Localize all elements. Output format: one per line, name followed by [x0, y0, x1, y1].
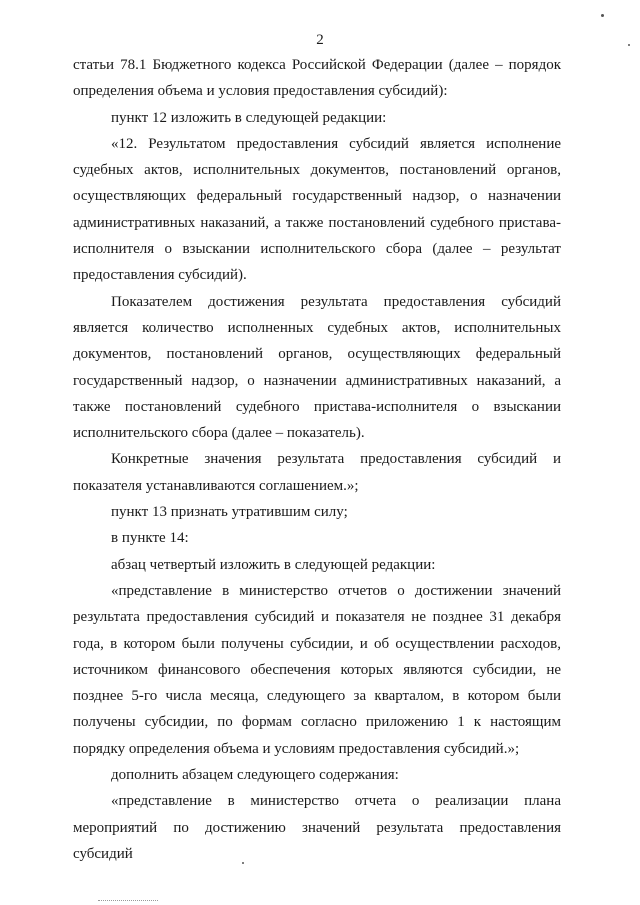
scan-speck [242, 862, 244, 864]
scan-speck [601, 14, 604, 17]
scan-speck [628, 44, 630, 46]
paragraph-3: «12. Результатом предоставления субсидий является исполнение судебных актов, исполнительных документов, постановлений органов, осуществляющих федеральный государственный надзор, о назначении административных наказаний, а также постановлений судебного пристава-исполнителя о взыскании исполнительского сбора (далее – результат предоставления субсидий). [73, 135, 561, 284]
paragraph-11: «представление в министерство отчета о реализации плана мероприятий по достижению значений результата предоставления субсидий [73, 793, 561, 862]
document-body [73, 52, 561, 867]
paragraph-1: статьи 78.1 Бюджетного кодекса Российской Федерации (далее – порядок определения объема и условия предоставления субсидий): [73, 57, 561, 100]
paragraph-7: в пункте 14: [111, 530, 189, 547]
scan-edge-mark [98, 900, 158, 902]
paragraph-2: пункт 12 изложить в следующей редакции: [111, 109, 387, 126]
page-number: 2 [316, 32, 324, 48]
paragraph-5: Конкретные значения результата предоставления субсидий и показателя устанавливаются соглашением.»; [73, 451, 561, 494]
paragraph-8: абзац четвертый изложить в следующей редакции: [111, 556, 436, 573]
paragraph-4: Показателем достижения результата предоставления субсидий является количество исполненных судебных актов, исполнительных документов, постановлений органов, осуществляющих федеральный государственный надзор, о назначении административных наказаний, а также постановлений судебного пристава-исполнителя о взыскании исполнительского сбора (далее – показатель). [73, 293, 561, 442]
paragraph-9: «представление в министерство отчетов о достижении значений результата предоставления субсидий и показателя не позднее 31 декабря года, в котором были получены субсидии, и об осуществлении расходов, источником финансового обеспечения которых являются субсидии, не позднее 5-го числа месяца, следующего за кварталом, в котором были получены субсидии, по формам согласно приложению 1 к настоящим порядку определения объема и условиям предоставления субсидий.»; [73, 582, 561, 757]
paragraph-6: пункт 13 признать утратившим силу; [111, 504, 348, 521]
paragraph-10: дополнить абзацем следующего содержания: [111, 767, 399, 784]
